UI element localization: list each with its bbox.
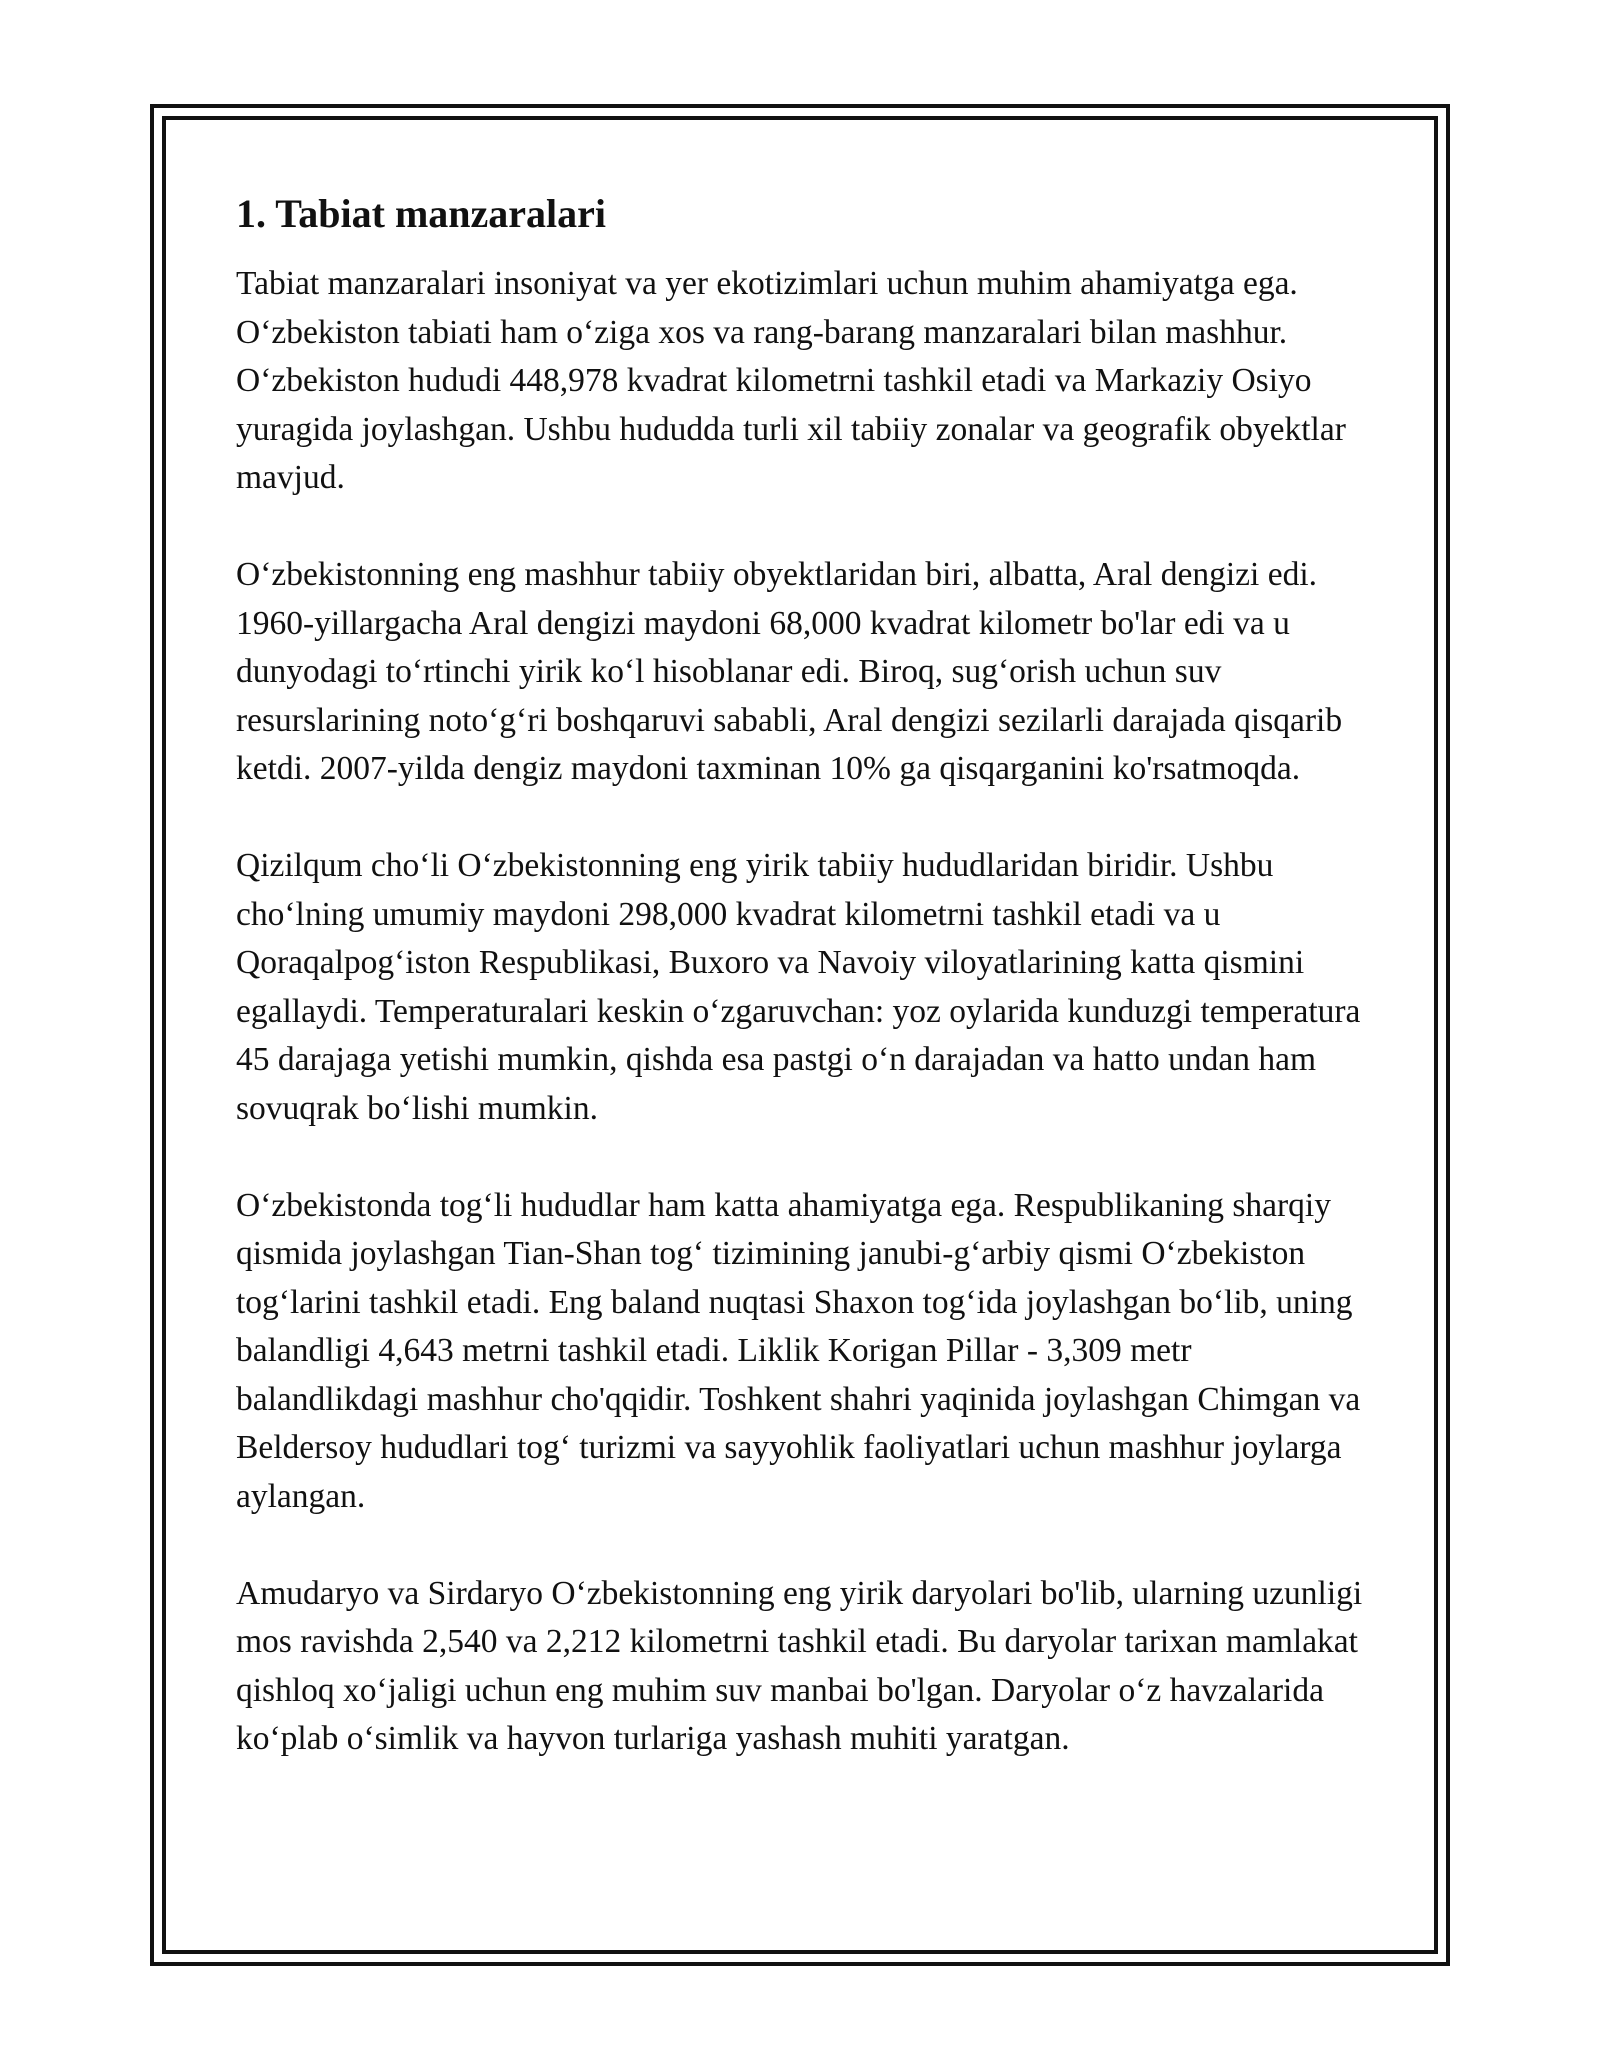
section-heading: 1. Tabiat manzaralari: [236, 191, 607, 236]
paragraph-mountains: O‘zbekistonda tog‘li hududlar ham katta ahamiyatga ega. Respublikaning sharqiy qismida joylashgan Tian-Shan tog‘ tizimining janubi-g‘arbiy qismi O‘zbekiston tog‘larini tashkil etadi. Eng baland nuqtasi Shaxon tog‘ida joylashgan bo‘lib, uning balandligi 4,643 metrni tashkil etadi. Liklik Korigan Pillar - 3,309 metr balandlikdagi mashhur cho'qqidir. Toshkent shahri yaqinida joylashgan Chimgan va Beldersoy hududlari tog‘ turizmi va sayyohlik faoliyatlari uchun mashhur joylarga aylangan.: [236, 1186, 1361, 1515]
document-body: [236, 188, 1366, 1812]
paragraph-kyzylkum: Qizilqum cho‘li O‘zbekistonning eng yirik tabiiy hududlaridan biridir. Ushbu cho‘lning umumiy maydoni 298,000 kvadrat kilometrni tashkil etadi va u Qoraqalpog‘iston Respublikasi, Buxoro va Navoiy viloyatlarining katta qismini egallaydi. Temperaturalari keskin o‘zgaruvchan: yoz oylarida kunduzgi temperatura 45 darajaga yetishi mumkin, qishda esa pastgi o‘n darajadan va hatto undan ham sovuqrak bo‘lishi mumkin.: [236, 847, 1361, 1127]
paragraph-rivers: Amudaryo va Sirdaryo O‘zbekistonning eng yirik daryolari bo'lib, ularning uzunligi mos ravishda 2,540 va 2,212 kilometrni tashkil etadi. Bu daryolar tarixan mamlakat qishloq xo‘jaligi uchun eng muhim suv manbai bo'lgan. Daryolar o‘z havzalarida ko‘plab o‘simlik va hayvon turlariga yashash muhiti yaratgan.: [236, 1574, 1363, 1757]
paragraph-intro: Tabiat manzaralari insoniyat va yer ekotizimlari uchun muhim ahamiyatga ega. O‘zbekiston tabiati ham o‘ziga xos va rang-barang manzaralari bilan mashhur. O‘zbekiston hududi 448,978 kvadrat kilometrni tashkil etadi va Markaziy Osiyo yuragida joylashgan. Ushbu hududda turli xil tabiiy zonalar va geografik obyektlar mavjud.: [236, 265, 1346, 496]
paragraph-aral-sea: O‘zbekistonning eng mashhur tabiiy obyektlaridan biri, albatta, Aral dengizi edi. 1960-yillargacha Aral dengizi maydoni 68,000 kvadrat kilometr bo'lar edi va u dunyodagi to‘rtinchi yirik ko‘l hisoblanar edi. Biroq, sug‘orish uchun suv resurslarining noto‘g‘ri boshqaruvi sababli, Aral dengizi sezilarli darajada qisqarib ketdi. 2007-yilda dengiz maydoni taxminan 10% ga qisqarganini ko'rsatmoqda.: [236, 556, 1343, 787]
